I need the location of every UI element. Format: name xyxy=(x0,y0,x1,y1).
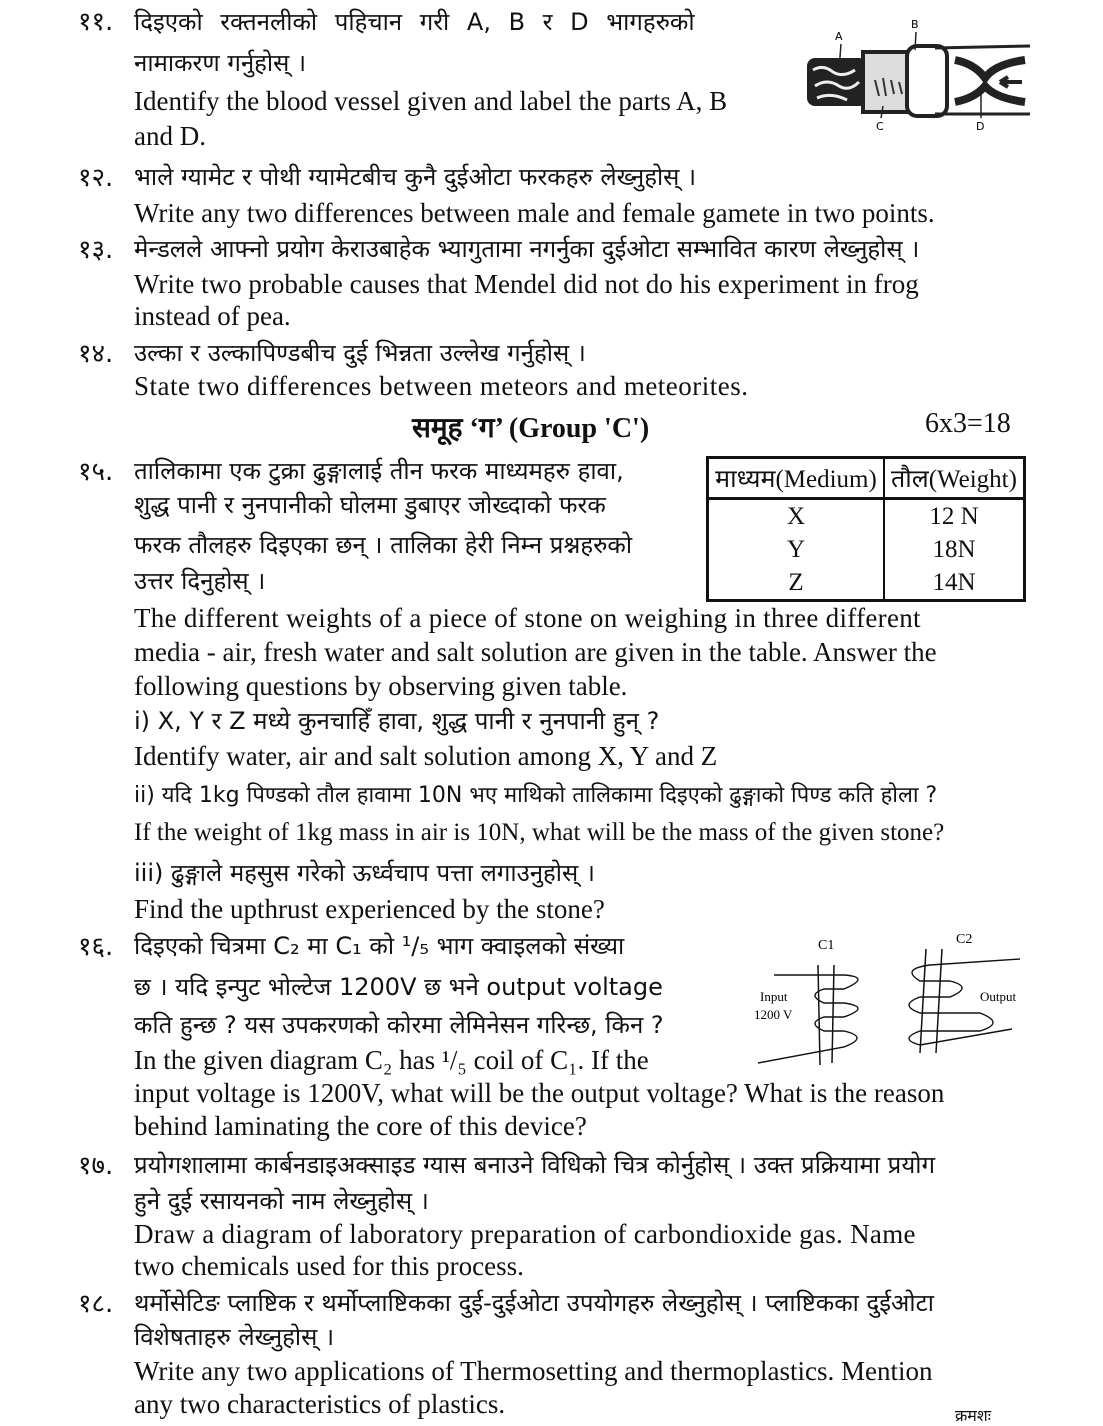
label-b: B xyxy=(911,18,919,31)
transformer-diagram xyxy=(750,925,1040,1065)
question-number: १४. xyxy=(78,339,114,369)
question-text-nepali: प्रयोगशालामा कार्बनडाइअक्साइड ग्यास बनाउने विधिको चित्र कोर्नुहोस् । उक्त प्रक्रियामा प्रयोग xyxy=(134,1151,935,1179)
cell-weight: 14N xyxy=(884,566,1025,601)
question-text-english: any two characteristics of plastics. xyxy=(134,1389,506,1419)
cell-medium: Z xyxy=(708,566,885,601)
question-text-nepali: भाले ग्यामेट र पोथी ग्यामेटबीच कुनै दुईओटा फरकहरु लेख्नुहोस् । xyxy=(134,163,697,191)
question-text-nepali: नामाकरण गर्नुहोस् । xyxy=(134,49,307,77)
question-text-nepali: थर्मोसेटिङ प्लाष्टिक र थर्मोप्लाष्टिकका दुई-दुईओटा उपयोगहरु लेख्नुहोस् । प्लाष्टिकका दुईओटा xyxy=(134,1289,934,1317)
question-text-nepali: हुने दुई रसायनको नाम लेख्नुहोस् । xyxy=(134,1187,429,1215)
question-text-nepali: कति हुन्छ ? यस उपकरणको कोरमा लेमिनेसन गरिन्छ, किन ? xyxy=(134,1011,664,1039)
subquestion-english: If the weight of 1kg mass in air is 10N, what will be the mass of the given stone? xyxy=(134,819,945,846)
question-number: १६. xyxy=(78,932,114,962)
group-c-title: समूह ‘ग’ (Group 'C') xyxy=(412,413,650,444)
cell-weight: 18N xyxy=(884,533,1025,566)
table-header-medium: माध्यम(Medium) xyxy=(708,458,885,499)
question-text-english: Write any two differences between male and female gamete in two points. xyxy=(134,198,935,228)
question-text-english: In the given diagram C₂ has ¹/₅ coil of C₁. If the xyxy=(134,1045,649,1075)
question-number: १५. xyxy=(78,457,114,487)
table-row xyxy=(708,499,1025,534)
question-text-english: instead of pea. xyxy=(134,301,291,331)
question-text-english: input voltage is 1200V, what will be the output voltage? What is the reason xyxy=(134,1078,945,1108)
question-text-nepali: फरक तौलहरु दिइएका छन् । तालिका हेरी निम्न प्रश्नहरुको xyxy=(134,531,633,559)
question-text-english: Write two probable causes that Mendel did not do his experiment in frog xyxy=(134,269,919,299)
subquestion-english: Find the upthrust experienced by the stone? xyxy=(134,894,605,924)
question-text-nepali: दिइएको रक्तनलीको पहिचान गरी A, B र D भागहरुको xyxy=(134,8,695,36)
cell-medium: Y xyxy=(708,533,885,566)
subquestion-nepali: iii) ढुङ्गाले महसुस गरेको ऊर्ध्वचाप पत्ता लगाउनुहोस् । xyxy=(134,859,595,887)
question-text-nepali: तालिकामा एक टुक्रा ढुङ्गालाई तीन फरक माध्यमहरु हावा, xyxy=(134,457,624,485)
question-text-english: Write any two applications of Thermosetting and thermoplastics. Mention xyxy=(134,1356,933,1386)
question-text-english: two chemicals used for this process. xyxy=(134,1251,524,1281)
question-number: १८. xyxy=(78,1289,114,1319)
table-header-weight: तौल(Weight) xyxy=(884,458,1025,499)
table-row xyxy=(708,566,1025,601)
coil-c2-label: C2 xyxy=(956,932,973,947)
question-text-english: media - air, fresh water and salt solution are given in the table. Answer the xyxy=(134,637,937,667)
question-text-english: The different weights of a piece of stone on weighing in three different xyxy=(134,603,921,633)
table-row xyxy=(708,533,1025,566)
continued-marker: क्रमशः xyxy=(955,1408,991,1425)
input-label: Input xyxy=(760,989,788,1004)
input-voltage: 1200 V xyxy=(754,1007,793,1022)
question-text-english: behind laminating the core of this device? xyxy=(134,1111,587,1141)
question-text-english: Draw a diagram of laboratory preparation of carbondioxide gas. Name xyxy=(134,1219,916,1249)
question-text-english: State two differences between meteors and meteorites. xyxy=(134,371,749,401)
question-text-english: following questions by observing given table. xyxy=(134,671,628,701)
question-text-nepali: उत्तर दिनुहोस् । xyxy=(134,567,266,595)
question-text-nepali: छ । यदि इन्पुट भोल्टेज 1200V छ भने output voltage xyxy=(134,973,663,1001)
question-number: ११. xyxy=(78,7,114,37)
blood-vessel-diagram xyxy=(795,10,1035,130)
group-c-marks: 6x3=18 xyxy=(925,408,1011,439)
label-a: A xyxy=(835,30,843,43)
cell-medium: X xyxy=(708,499,885,534)
question-text-nepali: दिइएको चित्रमा C₂ मा C₁ को ¹/₅ भाग क्वाइलको संख्या xyxy=(134,932,625,960)
label-d: D xyxy=(976,120,985,130)
subquestion-nepali: ii) यदि 1kg पिण्डको तौल हावामा 10N भए माथिको तालिकामा दिइएको ढुङ्गाको पिण्ड कति होला ? xyxy=(134,783,938,808)
question-text-english: Identify the blood vessel given and label the parts A, B xyxy=(134,86,728,116)
question-number: १२. xyxy=(78,163,114,193)
label-c: C xyxy=(876,120,884,130)
subquestion-nepali: i) X, Y र Z मध्ये कुनचाहिँ हावा, शुद्ध पानी र नुनपानी हुन् ? xyxy=(134,707,660,735)
question-text-nepali: उल्का र उल्कापिण्डबीच दुई भिन्नता उल्लेख गर्नुहोस् । xyxy=(134,339,586,367)
question-number: १३. xyxy=(78,235,114,265)
question-text-nepali: मेन्डलले आफ्नो प्रयोग केराउबाहेक भ्यागुतामा नगर्नुका दुईओटा सम्भावित कारण लेख्नुहोस् । xyxy=(134,235,920,263)
cell-weight: 12 N xyxy=(884,499,1025,534)
question-text-nepali: शुद्ध पानी र नुनपानीको घोलमा डुबाएर जोख्दाको फरक xyxy=(134,491,606,519)
output-label: Output xyxy=(980,989,1017,1004)
question-text-english: and D. xyxy=(134,121,206,151)
question-number: १७. xyxy=(78,1151,114,1181)
subquestion-english: Identify water, air and salt solution among X, Y and Z xyxy=(134,741,718,771)
question-text-nepali: विशेषताहरु लेख्नुहोस् । xyxy=(134,1323,335,1351)
medium-weight-table xyxy=(706,456,1026,602)
coil-c1-label: C1 xyxy=(818,938,835,953)
